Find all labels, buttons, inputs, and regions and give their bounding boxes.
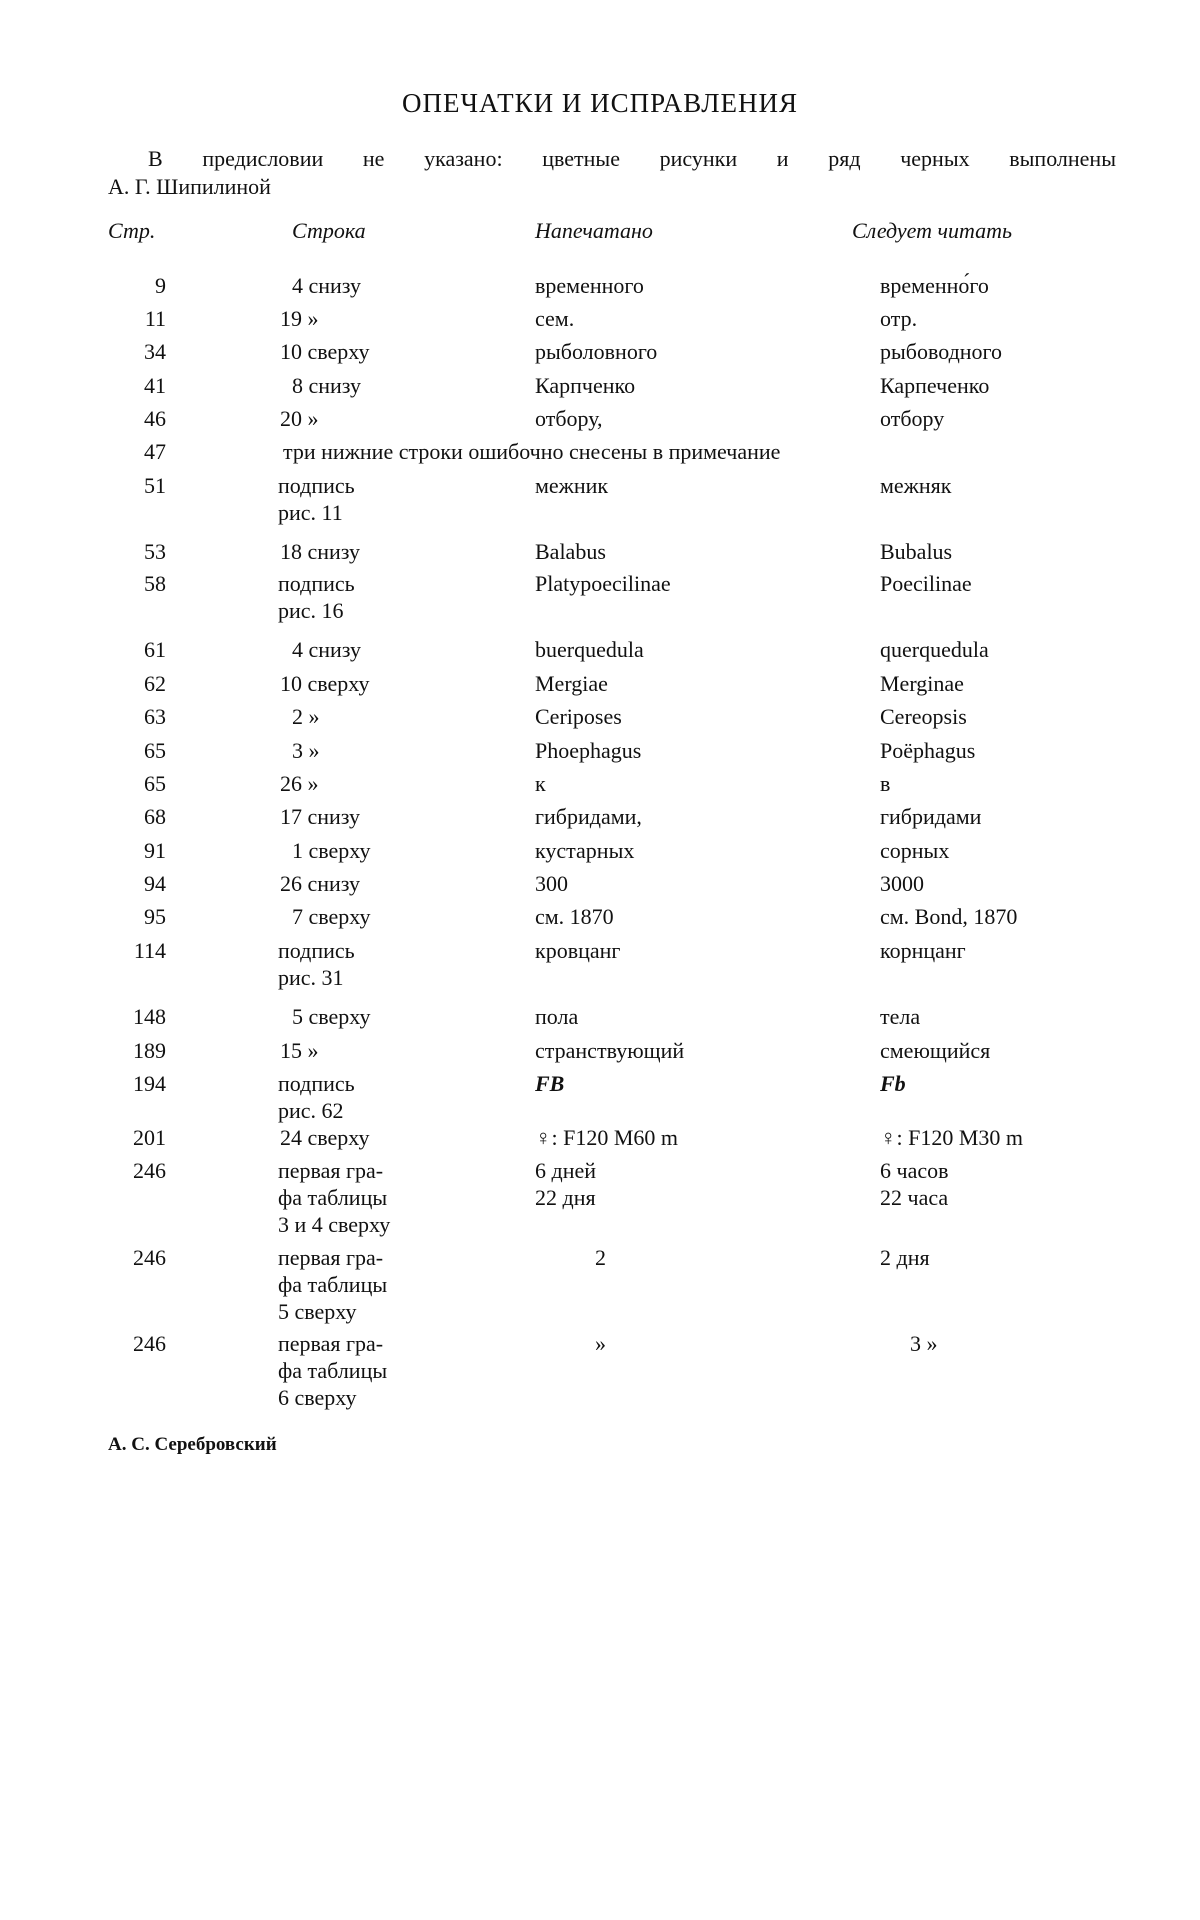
row-printed: рыболовного xyxy=(535,339,658,364)
signature: А. С. Серебровский xyxy=(108,1434,277,1455)
row-correct: сорных xyxy=(880,838,950,863)
row-printed: кустарных xyxy=(535,838,635,863)
row-printed: Platypoecilinae xyxy=(535,571,671,596)
row-correct: Merginae xyxy=(880,671,964,696)
row-printed: пола xyxy=(535,1004,579,1029)
row-correct: межняк xyxy=(880,473,952,498)
header-correct: Следует читать xyxy=(852,218,1013,243)
row-page: 53 xyxy=(144,539,166,564)
row-printed: к xyxy=(535,771,546,796)
row-line: 10 сверху xyxy=(280,671,370,696)
row-line: 20 » xyxy=(280,406,319,431)
row-page: 246 xyxy=(133,1245,166,1270)
row-page: 95 xyxy=(144,904,166,929)
row-printed: 300 xyxy=(535,871,568,896)
row-page: 58 xyxy=(144,571,166,596)
row-correct: Poëphagus xyxy=(880,738,976,763)
row-correct: Poecilinae xyxy=(880,571,972,596)
row-line: 3 » xyxy=(292,738,320,763)
row-printed: Balabus xyxy=(535,539,606,564)
row-page: 189 xyxy=(133,1038,166,1063)
row-printed: Ceriposes xyxy=(535,704,622,729)
row-correct: Cereopsis xyxy=(880,704,967,729)
row-line: 15 » xyxy=(280,1038,319,1063)
header-line: Строка xyxy=(292,218,366,243)
row-printed: 2 xyxy=(595,1245,606,1270)
row-line: первая гра- фа таблицы 3 и 4 сверху xyxy=(278,1158,391,1237)
row-page: 65 xyxy=(144,771,166,796)
row-page: 148 xyxy=(133,1004,166,1029)
row-printed: кровцанг xyxy=(535,938,621,963)
row-line: 2 » xyxy=(292,704,320,729)
row-page: 114 xyxy=(133,938,166,963)
row-printed: Phoephagus xyxy=(535,738,642,763)
intro-line-2: А. Г. Шипилиной xyxy=(108,174,271,199)
row-correct: временно́го xyxy=(880,273,989,298)
row-printed: гибридами, xyxy=(535,804,642,829)
row-note: три нижние строки ошибочно снесены в примечание xyxy=(283,439,781,464)
row-correct: см. Bond, 1870 xyxy=(880,904,1018,929)
header-page: Стр. xyxy=(108,218,156,243)
row-line: 26 » xyxy=(280,771,319,796)
row-page: 51 xyxy=(144,473,166,498)
row-line: 4 снизу xyxy=(292,637,362,662)
row-page: 246 xyxy=(133,1158,166,1183)
row-correct: отбору xyxy=(880,406,945,431)
row-page: 201 xyxy=(133,1125,166,1150)
row-line: 1 сверху xyxy=(292,838,371,863)
row-correct: гибридами xyxy=(880,804,982,829)
row-line: первая гра- фа таблицы 5 сверху xyxy=(278,1245,388,1324)
row-line: подпись рис. 31 xyxy=(278,938,355,990)
row-page: 47 xyxy=(144,439,166,464)
row-line: 17 снизу xyxy=(280,804,361,829)
row-printed: см. 1870 xyxy=(535,904,614,929)
row-correct: отр. xyxy=(880,306,918,331)
row-page: 41 xyxy=(144,373,166,398)
row-printed: сем. xyxy=(535,306,575,331)
row-printed: buerquedula xyxy=(535,637,644,662)
row-correct: 3 » xyxy=(910,1331,938,1356)
row-correct: рыбоводного xyxy=(880,339,1003,364)
row-correct: 3000 xyxy=(880,871,924,896)
row-line: подпись рис. 62 xyxy=(278,1071,355,1123)
row-line: 19 » xyxy=(280,306,319,331)
row-line: 26 снизу xyxy=(280,871,361,896)
intro-line-1: В предисловии не указано: цветные рисунки и ряд черных выполнены xyxy=(148,146,1116,171)
row-line: подпись рис. 11 xyxy=(278,473,355,525)
row-line: 24 сверху xyxy=(280,1125,370,1150)
intro-note xyxy=(108,145,1116,201)
row-line: 4 снизу xyxy=(292,273,362,298)
row-line: 5 сверху xyxy=(292,1004,371,1029)
row-printed: Mergiae xyxy=(535,671,608,696)
row-printed: 6 дней 22 дня xyxy=(535,1158,597,1210)
row-page: 246 xyxy=(133,1331,166,1356)
row-line: 7 сверху xyxy=(292,904,371,929)
row-correct: Карпеченко xyxy=(880,373,990,398)
row-line: 8 снизу xyxy=(292,373,362,398)
row-correct: querquedula xyxy=(880,637,989,662)
row-line: подпись рис. 16 xyxy=(278,571,355,623)
row-correct: корнцанг xyxy=(880,938,966,963)
row-correct: ♀: F120 M30 m xyxy=(880,1125,1024,1150)
row-printed: временного xyxy=(535,273,644,298)
row-line: 10 сверху xyxy=(280,339,370,364)
row-correct: смеющийся xyxy=(880,1038,991,1063)
row-correct: тела xyxy=(880,1004,921,1029)
row-printed: ♀: F120 M60 m xyxy=(535,1125,679,1150)
row-line: первая гра- фа таблицы 6 сверху xyxy=(278,1331,388,1410)
row-page: 9 xyxy=(155,273,166,298)
row-page: 46 xyxy=(144,406,166,431)
row-line: 18 снизу xyxy=(280,539,361,564)
row-page: 61 xyxy=(144,637,166,662)
row-page: 11 xyxy=(144,306,166,331)
row-correct: в xyxy=(880,771,891,796)
row-printed: FB xyxy=(535,1071,565,1096)
row-page: 91 xyxy=(144,838,166,863)
row-correct: Bubalus xyxy=(880,539,953,564)
row-page: 194 xyxy=(133,1071,166,1096)
row-correct: 2 дня xyxy=(880,1245,930,1270)
row-correct: Fb xyxy=(880,1071,906,1096)
row-page: 62 xyxy=(144,671,166,696)
page-title: ОПЕЧАТКИ И ИСПРАВЛЕНИЯ xyxy=(401,88,799,118)
row-page: 94 xyxy=(144,871,166,896)
row-page: 34 xyxy=(144,339,166,364)
row-printed: межник xyxy=(535,473,609,498)
row-printed: Карпченко xyxy=(535,373,636,398)
row-page: 65 xyxy=(144,738,166,763)
row-printed: странствующий xyxy=(535,1038,685,1063)
row-printed: » xyxy=(595,1331,606,1356)
row-printed: отбору, xyxy=(535,406,603,431)
header-printed: Напечатано xyxy=(535,218,653,243)
row-page: 63 xyxy=(144,704,166,729)
row-page: 68 xyxy=(144,804,166,829)
row-correct: 6 часов 22 часа xyxy=(880,1158,949,1210)
